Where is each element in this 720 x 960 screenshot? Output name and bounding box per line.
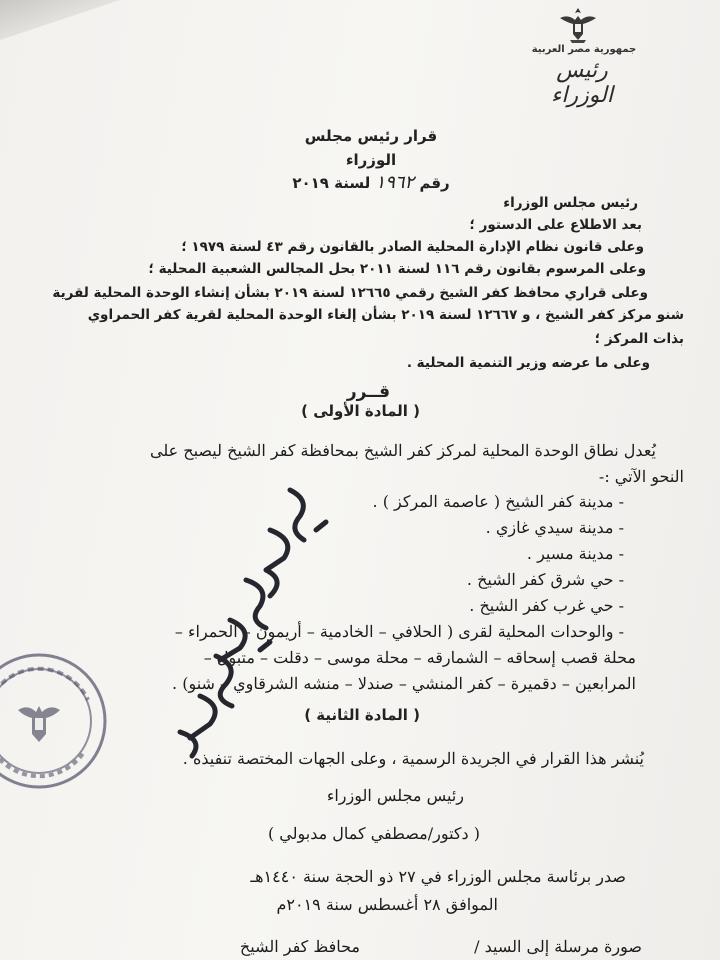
header-republic: جمهورية مصر العربية	[531, 44, 637, 55]
article-2-line-1: يُنشر هذا القرار في الجريدة الرسمية ، وعلى الجهات المختصة تنفيذه .	[182, 749, 644, 768]
list-continuation-1: محلة قصب إسحاقه – الشمارقه – محلة موسى – دقلت – متبول –	[203, 648, 636, 667]
footer-recipient: محافظ كفر الشيخ	[239, 937, 360, 956]
signature-name: ( دكتور/مصطفي كمال مدبولي )	[267, 824, 480, 843]
decision-number-prefix: رقم	[419, 174, 450, 192]
official-seal-icon	[0, 650, 110, 792]
handwritten-annotation-icon	[120, 470, 360, 770]
decision-word: قــرر	[346, 382, 390, 402]
article-1-line-1: يُعدل نطاق الوحدة المحلية لمركز كفر الشيخ بمحافظة كفر الشيخ ليصبح على	[149, 441, 656, 460]
decision-title-line: قرار رئيس مجلس الوزراء	[304, 127, 438, 169]
decision-title	[286, 124, 456, 194]
article-2-title: ( المادة الثانية )	[304, 706, 420, 724]
list-item: - مدينة سيدي غازي .	[485, 518, 624, 537]
preamble-line-3: وعلى المرسوم بقانون رقم ١١٦ لسنة ٢٠١١ بحل المجالس الشعبية المحلية ؛	[148, 261, 646, 277]
issued-line-1: صدر برئاسة مجلس الوزراء في ٢٧ ذو الحجة سنة ١٤٤٠هـ	[250, 867, 626, 886]
header-office-handwritten: رئيس الوزراء	[551, 58, 613, 108]
list-item: - حي غرب كفر الشيخ .	[469, 596, 624, 615]
list-item: - حي شرق كفر الشيخ .	[466, 570, 624, 589]
decision-number-handwritten: ١٩٦٢	[375, 172, 415, 193]
decision-year: لسنة ٢٠١٩	[292, 174, 371, 192]
eagle-emblem-icon	[556, 4, 600, 44]
list-item: - مدينة مسير .	[526, 544, 624, 563]
page-fold-shadow	[0, 0, 120, 40]
preamble-line-1: بعد الاطلاع على الدستور ؛	[469, 217, 642, 233]
preamble-line-6: بذات المركز ؛	[594, 331, 684, 347]
list-item: - والوحدات المحلية لقرى ( الحلافي – الخادمية – أريمون – الحمراء –	[174, 622, 624, 641]
preamble-line-4: وعلى قراري محافظ كفر الشيخ رقمي ١٢٦٦٥ لسنة ٢٠١٩ بشأن إنشاء الوحدة المحلية لقرية	[52, 285, 648, 301]
list-continuation-2: المرابعين – دقميرة – كفر المنشي – صندلا – منشه الشرقاوي – شنو) .	[172, 674, 636, 693]
article-1-line-2: النحو الآتي :-	[598, 467, 684, 486]
preamble-heading: رئيس مجلس الوزراء	[503, 195, 638, 211]
preamble-line-5: شنو مركز كفر الشيخ ، و ١٢٦٦٧ لسنة ٢٠١٩ بشأن إلغاء الوحدة المحلية لقرية كفر الحمراوي	[87, 307, 684, 323]
article-1-title: ( المادة الأولى )	[301, 402, 420, 420]
signature-title: رئيس مجلس الوزراء	[326, 786, 464, 805]
issued-line-2: الموافق ٢٨ أغسطس سنة ٢٠١٩م	[276, 895, 498, 914]
preamble-line-7: وعلى ما عرضه وزير التنمية المحلية .	[406, 355, 650, 371]
preamble-line-2: وعلى قانون نظام الإدارة المحلية الصادر بالقانون رقم ٤٣ لسنة ١٩٧٩ ؛	[181, 239, 644, 255]
footer-copy-to: صورة مرسلة إلى السيد /	[474, 937, 642, 956]
list-item: - مدينة كفر الشيخ ( عاصمة المركز ) .	[372, 492, 624, 511]
decision-number	[286, 172, 456, 194]
